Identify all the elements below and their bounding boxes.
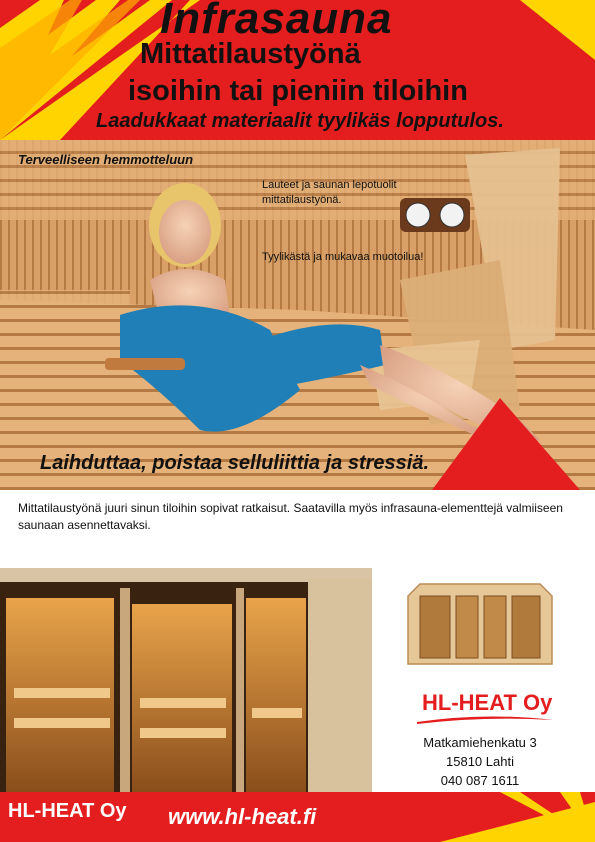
- address-street: Matkamiehenkatu 3: [423, 735, 537, 750]
- address-city: 15810 Lahti: [446, 754, 514, 769]
- photo-caption: Terveelliseen hemmotteluun: [18, 152, 194, 167]
- page-title: Infrasauna: [160, 0, 393, 43]
- benefits-slogan: Laihduttaa, poistaa selluliittia ja stressiä.: [40, 452, 430, 474]
- header-banner: [0, 0, 595, 140]
- intro-paragraph: Mittatilaustyönä juuri sinun tiloihin sopivat ratkaisut. Saatavilla myös infrasauna-elementtejä valmiiseen saunaan asennettavaksi.: [18, 501, 563, 532]
- logo-swoosh: [415, 712, 555, 726]
- website-link[interactable]: www.hl-heat.fi: [168, 804, 317, 829]
- sauna-room-image: [0, 568, 372, 792]
- subtitle-line-1: Mittatilaustyönä: [140, 38, 361, 70]
- lounger-note: Lauteet ja saunan lepotuolit mittatilaustyönä.: [262, 179, 397, 206]
- footer-banner: [0, 792, 595, 842]
- subtitle-line-2: isoihin tai pieniin tiloihin: [128, 75, 468, 107]
- company-name: HL-HEAT Oy: [422, 690, 553, 715]
- hero-photo: [0, 140, 595, 490]
- sauna-room-photo: [0, 568, 372, 792]
- design-note: Tyylikästä ja mukavaa muotoilua!: [262, 251, 424, 263]
- footer-company-name: HL-HEAT Oy: [8, 800, 127, 822]
- phone-number: 040 087 1611: [440, 773, 520, 788]
- sauna-cabin-image: [400, 578, 560, 670]
- tagline: Laadukkaat materiaalit tyylikäs lopputulos.: [96, 110, 504, 132]
